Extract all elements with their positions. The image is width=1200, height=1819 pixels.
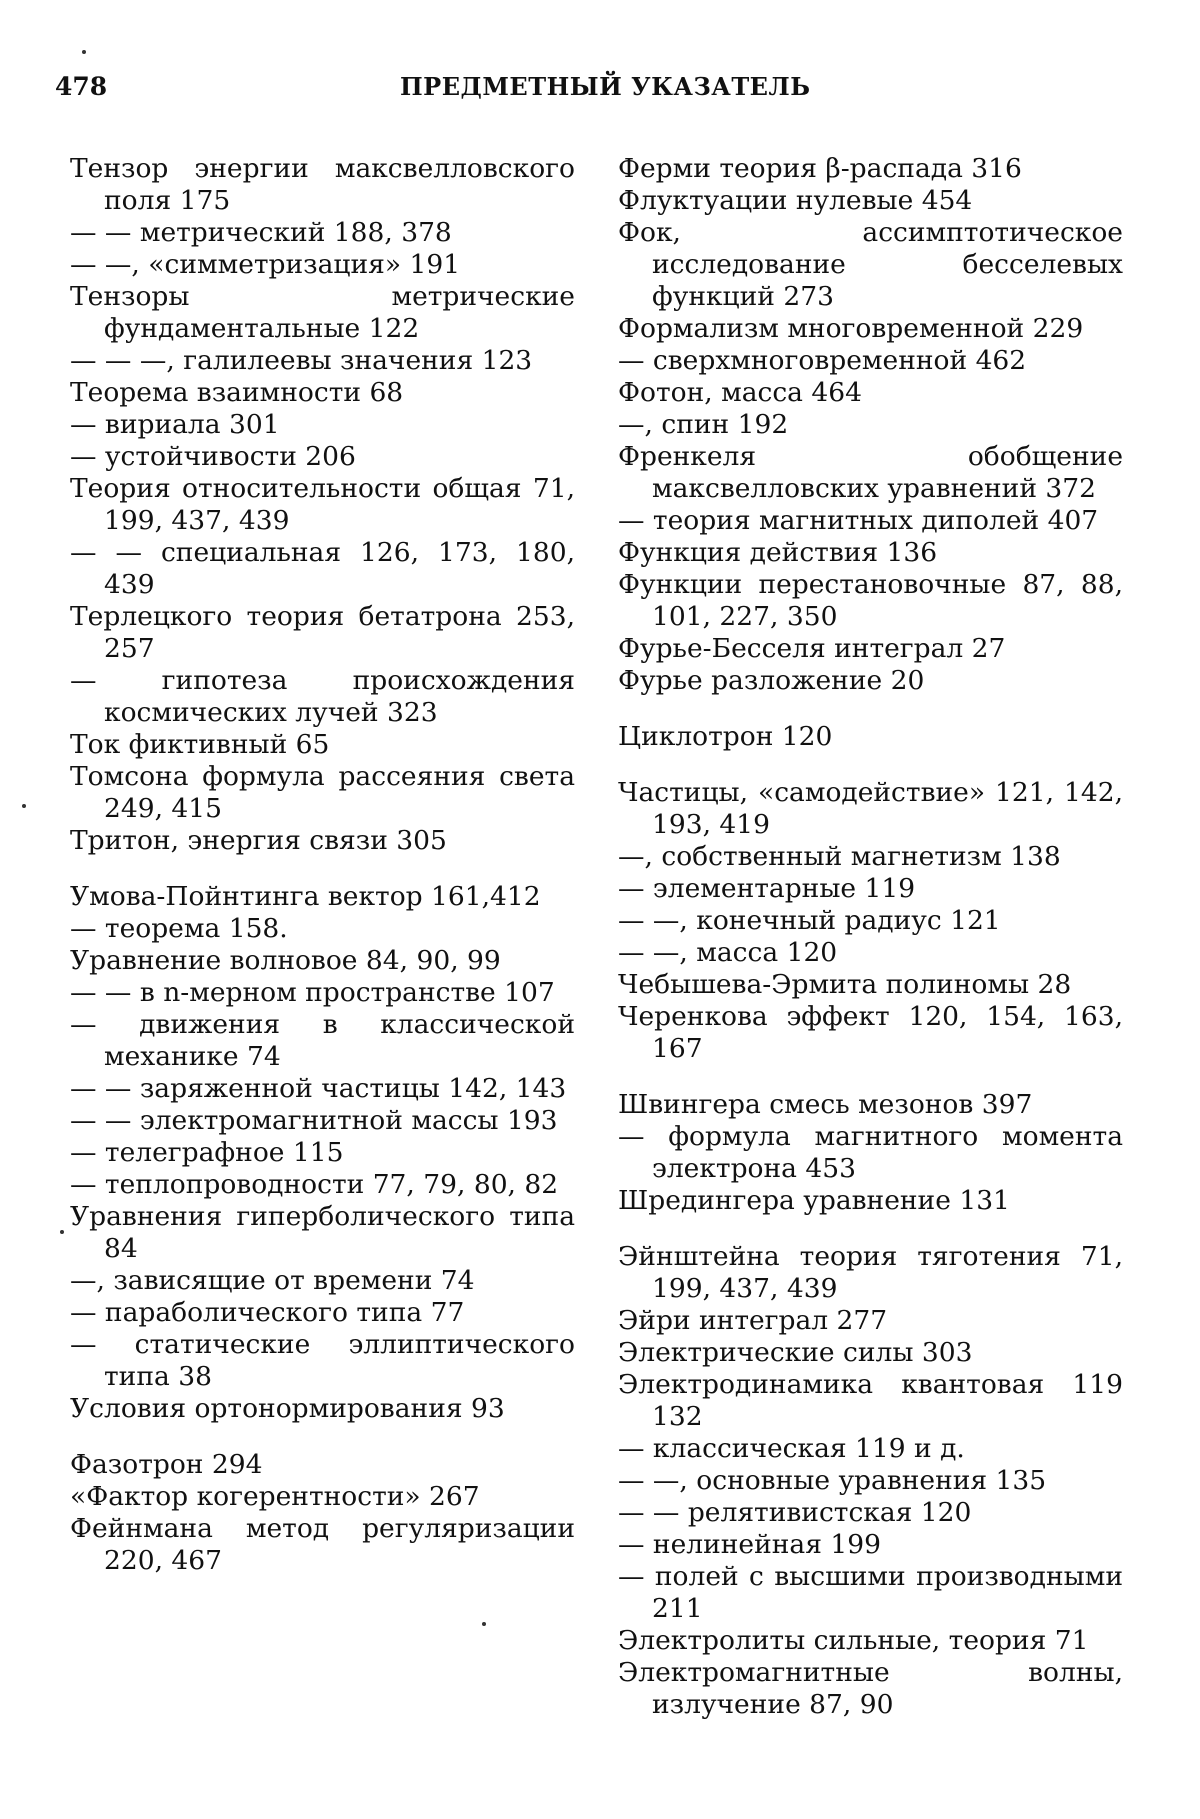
index-entry: Электромагнитные волны, излучение 87, 90: [618, 1657, 1123, 1720]
index-entry: Умова-Пойнтинга вектор 161,412: [70, 881, 541, 912]
index-entry: — — —, галилеевы значения 123: [70, 345, 533, 376]
index-entry: — теорема 158.: [70, 913, 288, 944]
page-header: [0, 72, 1200, 112]
page-number: 478: [55, 72, 108, 101]
index-entry: Чебышева-Эрмита полиномы 28: [618, 969, 1072, 1000]
index-entry: Фок, ассимптотическое исследование бесселевых функций 273: [618, 217, 1123, 312]
index-entry: — —, основные уравнения 135: [618, 1465, 1047, 1496]
index-entry: — —, конечный радиус 121: [618, 905, 1001, 936]
margin-dot: [60, 1230, 64, 1234]
index-entry: — полей с высшими производными 211: [618, 1561, 1123, 1624]
index-entry: — теория магнитных диполей 407: [618, 505, 1099, 536]
index-entry: —, зависящие от времени 74: [70, 1265, 475, 1296]
index-entry: — —, масса 120: [618, 937, 838, 968]
index-entry: Функции перестановочные 87, 88, 101, 227, 350: [618, 569, 1123, 632]
index-entry: — — метрический 188, 378: [70, 217, 452, 248]
index-entry: Терлецкого теория бетатрона 253, 257: [70, 601, 575, 664]
index-entry: Формализм многовременной 229: [618, 313, 1084, 344]
index-entry: Швингера смесь мезонов 397: [618, 1089, 1033, 1120]
index-entry: Тритон, энергия связи 305: [70, 825, 447, 856]
index-column-left: [70, 153, 575, 1577]
index-entry: — классическая 119 и д.: [618, 1433, 965, 1464]
index-entry: — вириала 301: [70, 409, 280, 440]
index-entry: Уравнение волновое 84, 90, 99: [70, 945, 501, 976]
index-entry: Ферми теория β-распада 316: [618, 153, 1022, 184]
index-entry: Теорема взаимности 68: [70, 377, 404, 408]
running-title: ПРЕДМЕТНЫЙ УКАЗАТЕЛЬ: [400, 72, 811, 101]
index-entry: Френкеля обобщение максвелловских уравнений 372: [618, 441, 1123, 504]
index-entry: Электролиты сильные, теория 71: [618, 1625, 1089, 1656]
index-entry: Шредингера уравнение 131: [618, 1185, 1010, 1216]
index-entry: Тензоры метрические фундаментальные 122: [70, 281, 575, 344]
index-entry: — устойчивости 206: [70, 441, 356, 472]
index-entry: Электрические силы 303: [618, 1337, 973, 1368]
index-entry: Уравнения гиперболического типа 84: [70, 1201, 575, 1264]
index-entry: Электродинамика квантовая 119 132: [618, 1369, 1123, 1432]
index-entry: «Фактор когерентности» 267: [70, 1481, 480, 1512]
index-entry: Черенкова эффект 120, 154, 163, 167: [618, 1001, 1123, 1064]
index-entry: Тензор энергии максвелловского поля 175: [70, 153, 575, 216]
index-entry: — статические эллиптического типа 38: [70, 1329, 575, 1392]
index-entry: —, собственный магнетизм 138: [618, 841, 1061, 872]
index-entry: — теплопроводности 77, 79, 80, 82: [70, 1169, 559, 1200]
index-entry: Частицы, «самодействие» 121, 142, 193, 419: [618, 777, 1123, 840]
index-entry: Ток фиктивный 65: [70, 729, 330, 760]
index-entry: —, спин 192: [618, 409, 789, 440]
index-entry: — сверхмноговременной 462: [618, 345, 1027, 376]
index-entry: — элементарные 119: [618, 873, 916, 904]
index-entry: — движения в классической механике 74: [70, 1009, 575, 1072]
index-entry: — нелинейная 199: [618, 1529, 881, 1560]
index-entry: — —, «симметризация» 191: [70, 249, 461, 280]
index-entry: Функция действия 136: [618, 537, 938, 568]
index-entry: — гипотеза происхождения космических лучей 323: [70, 665, 575, 728]
index-entry: Эйри интеграл 277: [618, 1305, 888, 1336]
index-entry: Циклотрон 120: [618, 721, 833, 752]
index-entry: Фурье разложение 20: [618, 665, 925, 696]
index-entry: Фурье-Бесселя интеграл 27: [618, 633, 1006, 664]
index-entry: Условия ортонормирования 93: [70, 1393, 505, 1424]
index-column-right: [618, 153, 1123, 1721]
index-entry: — — электромагнитной массы 193: [70, 1105, 558, 1136]
margin-dot: [22, 804, 26, 808]
margin-dot: [82, 50, 86, 54]
index-entry: Фазотрон 294: [70, 1449, 263, 1480]
index-entry: — — релятивистская 120: [618, 1497, 972, 1528]
index-entry: Фейнмана метод регуляризации 220, 467: [70, 1513, 575, 1576]
index-entry: — параболического типа 77: [70, 1297, 465, 1328]
index-entry: Теория относительности общая 71, 199, 437, 439: [70, 473, 575, 536]
index-entry: — — специальная 126, 173, 180, 439: [70, 537, 575, 600]
index-entry: — формула магнитного момента электрона 453: [618, 1121, 1123, 1184]
index-entry: Томсона формула рассеяния света 249, 415: [70, 761, 575, 824]
index-entry: Флуктуации нулевые 454: [618, 185, 973, 216]
index-entry: Эйнштейна теория тяготения 71, 199, 437, 439: [618, 1241, 1123, 1304]
margin-dot: [482, 1622, 486, 1626]
index-entry: — — в n-мерном пространстве 107: [70, 977, 555, 1008]
index-entry: — телеграфное 115: [70, 1137, 344, 1168]
index-entry: Фотон, масса 464: [618, 377, 862, 408]
index-entry: — — заряженной частицы 142, 143: [70, 1073, 567, 1104]
